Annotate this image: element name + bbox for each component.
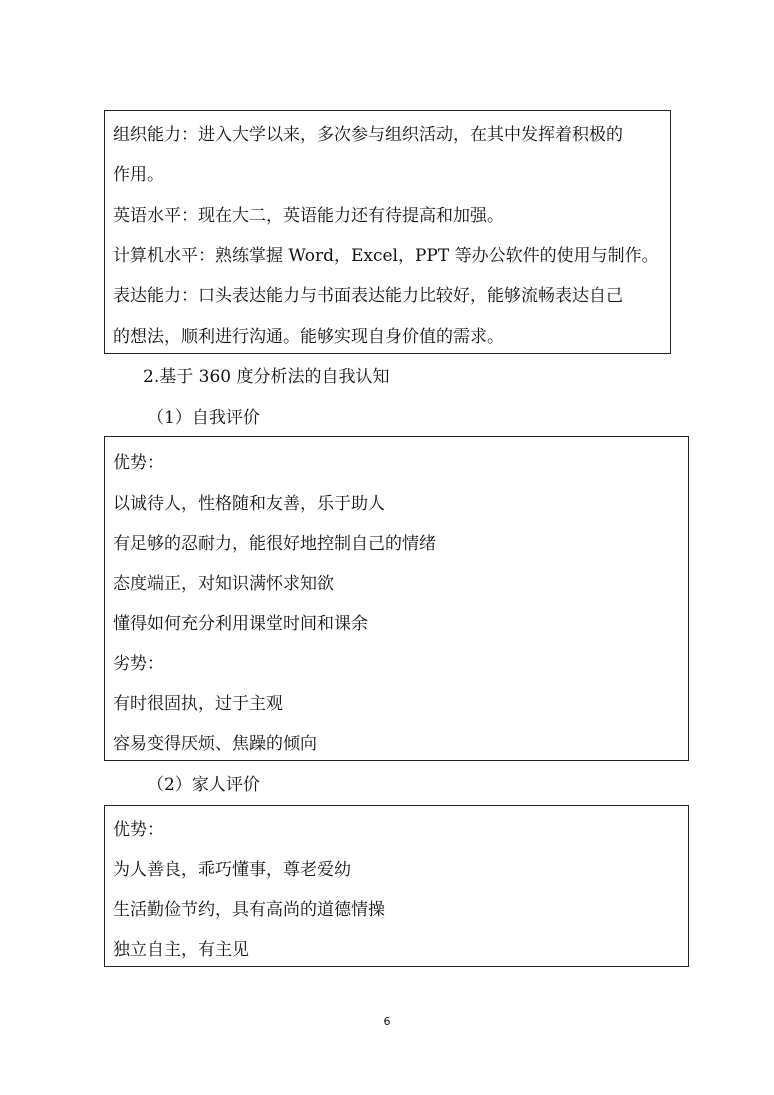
family-eval-heading: （2）家人评价: [147, 775, 260, 795]
abilities-line-computer: 计算机水平：熟练掌握 Word，Excel，PPT 等办公软件的使用与制作。: [113, 246, 659, 266]
self-eval-weaknesses-label: 劣势：: [113, 654, 164, 674]
family-eval-line: 生活勤俭节约，具有高尚的道德情操: [113, 900, 385, 920]
self-eval-line: 态度端正，对知识满怀求知欲: [113, 574, 334, 594]
abilities-line-english: 英语水平：现在大二，英语能力还有待提高和加强。: [113, 206, 504, 226]
self-eval-line: 以诚待人，性格随和友善，乐于助人: [113, 494, 385, 514]
self-eval-heading: （1）自我评价: [147, 408, 260, 428]
abilities-line-expression-cont: 的想法，顺利进行沟通。能够实现自身价值的需求。: [113, 327, 504, 347]
self-eval-strengths-label: 优势：: [113, 453, 164, 473]
family-eval-line: 为人善良，乖巧懂事，尊老爱幼: [113, 860, 351, 880]
self-eval-line: 有时很固执，过于主观: [113, 694, 283, 714]
self-eval-line: 容易变得厌烦、焦躁的倾向: [113, 734, 317, 754]
self-eval-line: 懂得如何充分利用课堂时间和课余: [113, 614, 368, 634]
abilities-line-organization-cont: 作用。: [113, 165, 164, 185]
family-eval-strengths-label: 优势：: [113, 820, 164, 840]
abilities-line-expression: 表达能力：口头表达能力与书面表达能力比较好，能够流畅表达自己: [113, 286, 623, 306]
section-heading-360: 2.基于 360 度分析法的自我认知: [143, 367, 390, 387]
family-eval-line: 独立自主，有主见: [113, 940, 249, 960]
abilities-line-organization: 组织能力：进入大学以来，多次参与组织活动，在其中发挥着积极的: [113, 125, 623, 145]
self-eval-line: 有足够的忍耐力，能很好地控制自己的情绪: [113, 534, 436, 554]
page-number: 6: [383, 1015, 391, 1028]
